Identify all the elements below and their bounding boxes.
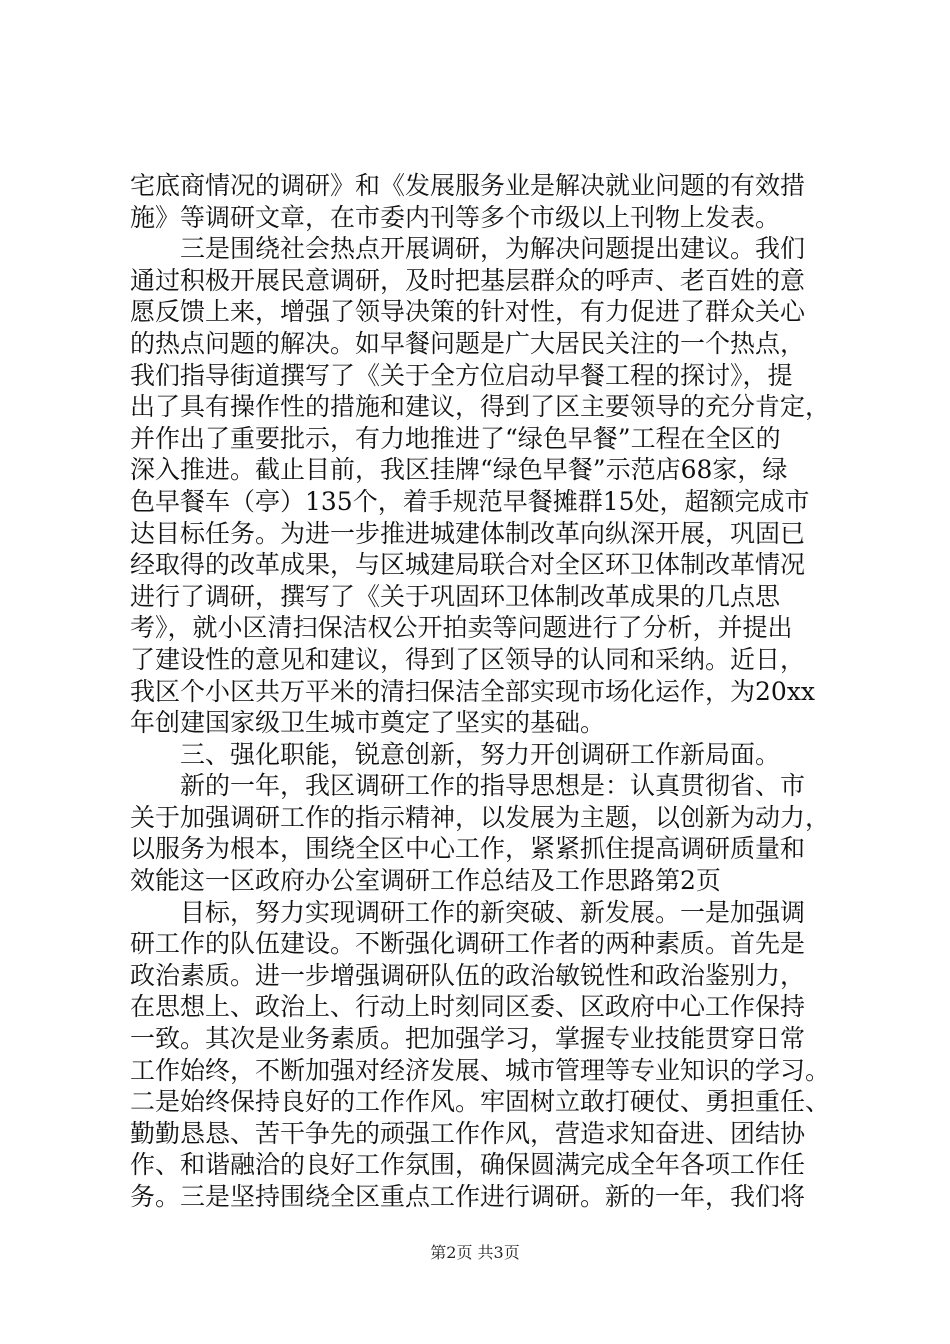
text-line: 效能这一区政府办公室调研工作总结及工作思路第2页 bbox=[130, 866, 721, 896]
text-line: 了建设性的意见和建议，得到了区领导的认同和采纳。近日， bbox=[130, 644, 806, 674]
text-line: 一致。其次是业务素质。把加强学习，掌握专业技能贯穿日常 bbox=[130, 1024, 806, 1054]
text-line: 政治素质。进一步增强调研队伍的政治敏锐性和政治鉴别力， bbox=[130, 960, 806, 990]
text-line: 通过积极开展民意调研，及时把基层群众的呼声、老百姓的意 bbox=[130, 265, 806, 295]
page-footer: 第2页 共3页 bbox=[430, 1243, 520, 1262]
text-line: 二是始终保持良好的工作作风。牢固树立敢打硬仗、勇担重任、 bbox=[130, 1087, 830, 1117]
text-line: 在思想上、政治上、行动上时刻同区委、区政府中心工作保持 bbox=[130, 992, 806, 1022]
text-line: 年创建国家级卫生城市奠定了坚实的基础。 bbox=[130, 708, 606, 738]
text-line: 经取得的改革成果，与区城建局联合对全区环卫体制改革情况 bbox=[130, 550, 806, 580]
body-text bbox=[130, 170, 830, 1213]
text-line: 进行了调研，撰写了《关于巩固环卫体制改革成果的几点思 bbox=[130, 581, 781, 611]
text-line: 我们指导街道撰写了《关于全方位启动早餐工程的探讨》，提 bbox=[130, 360, 793, 390]
text-line: 我区个小区共万平米的清扫保洁全部实现市场化运作，为20xx bbox=[130, 676, 816, 706]
text-line: 施》等调研文章，在市委内刊等多个市级以上刊物上发表。 bbox=[130, 202, 781, 232]
text-line: 研工作的队伍建设。不断强化调研工作者的两种素质。首先是 bbox=[130, 929, 806, 959]
text-line: 勤勤恳恳、苦干争先的顽强工作作风，营造求知奋进、团结协 bbox=[130, 1118, 806, 1148]
paragraph-start-line: 目标，努力实现调研工作的新突破、新发展。一是加强调 bbox=[180, 897, 806, 927]
paragraph-start-line: 新的一年，我区调研工作的指导思想是：认真贯彻省、市 bbox=[180, 771, 806, 801]
text-line: 务。三是坚持围绕全区重点工作进行调研。新的一年，我们将 bbox=[130, 1182, 806, 1211]
text-line: 愿反馈上来，增强了领导决策的针对性，有力促进了群众关心 bbox=[130, 297, 806, 327]
text-line: 出了具有操作性的措施和建议，得到了区主要领导的充分肯定， bbox=[130, 392, 830, 422]
text-line: 以服务为根本，围绕全区中心工作，紧紧抓住提高调研质量和 bbox=[130, 834, 806, 864]
text-line: 工作始终，不断加强对经济发展、城市管理等专业知识的学习。 bbox=[130, 1055, 830, 1085]
text-line: 宅底商情况的调研》和《发展服务业是解决就业问题的有效措 bbox=[130, 171, 806, 200]
text-line: 色早餐车（亭）135个，着手规范早餐摊群15处，超额完成市 bbox=[130, 486, 810, 516]
text-line: 并作出了重要批示，有力地推进了“绿色早餐”工程在全区的 bbox=[130, 423, 781, 453]
section-heading: 三、强化职能，锐意创新，努力开创调研工作新局面。 bbox=[180, 739, 781, 769]
text-line: 深入推进。截止目前，我区挂牌“绿色早餐”示范店68家，绿 bbox=[130, 455, 788, 485]
text-line: 达目标任务。为进一步推进城建体制改革向纵深开展，巩固已 bbox=[130, 518, 806, 548]
text-line: 考》，就小区清扫保洁权公开拍卖等问题进行了分析，并提出 bbox=[130, 613, 793, 643]
paragraph-start-line: 三是围绕社会热点开展调研，为解决问题提出建议。我们 bbox=[180, 234, 806, 264]
text-line: 作、和谐融洽的良好工作氛围，确保圆满完成全年各项工作任 bbox=[130, 1150, 806, 1180]
text-line: 的热点问题的解决。如早餐问题是广大居民关注的一个热点， bbox=[130, 328, 806, 358]
text-line: 关于加强调研工作的指示精神，以发展为主题，以创新为动力， bbox=[130, 802, 830, 832]
